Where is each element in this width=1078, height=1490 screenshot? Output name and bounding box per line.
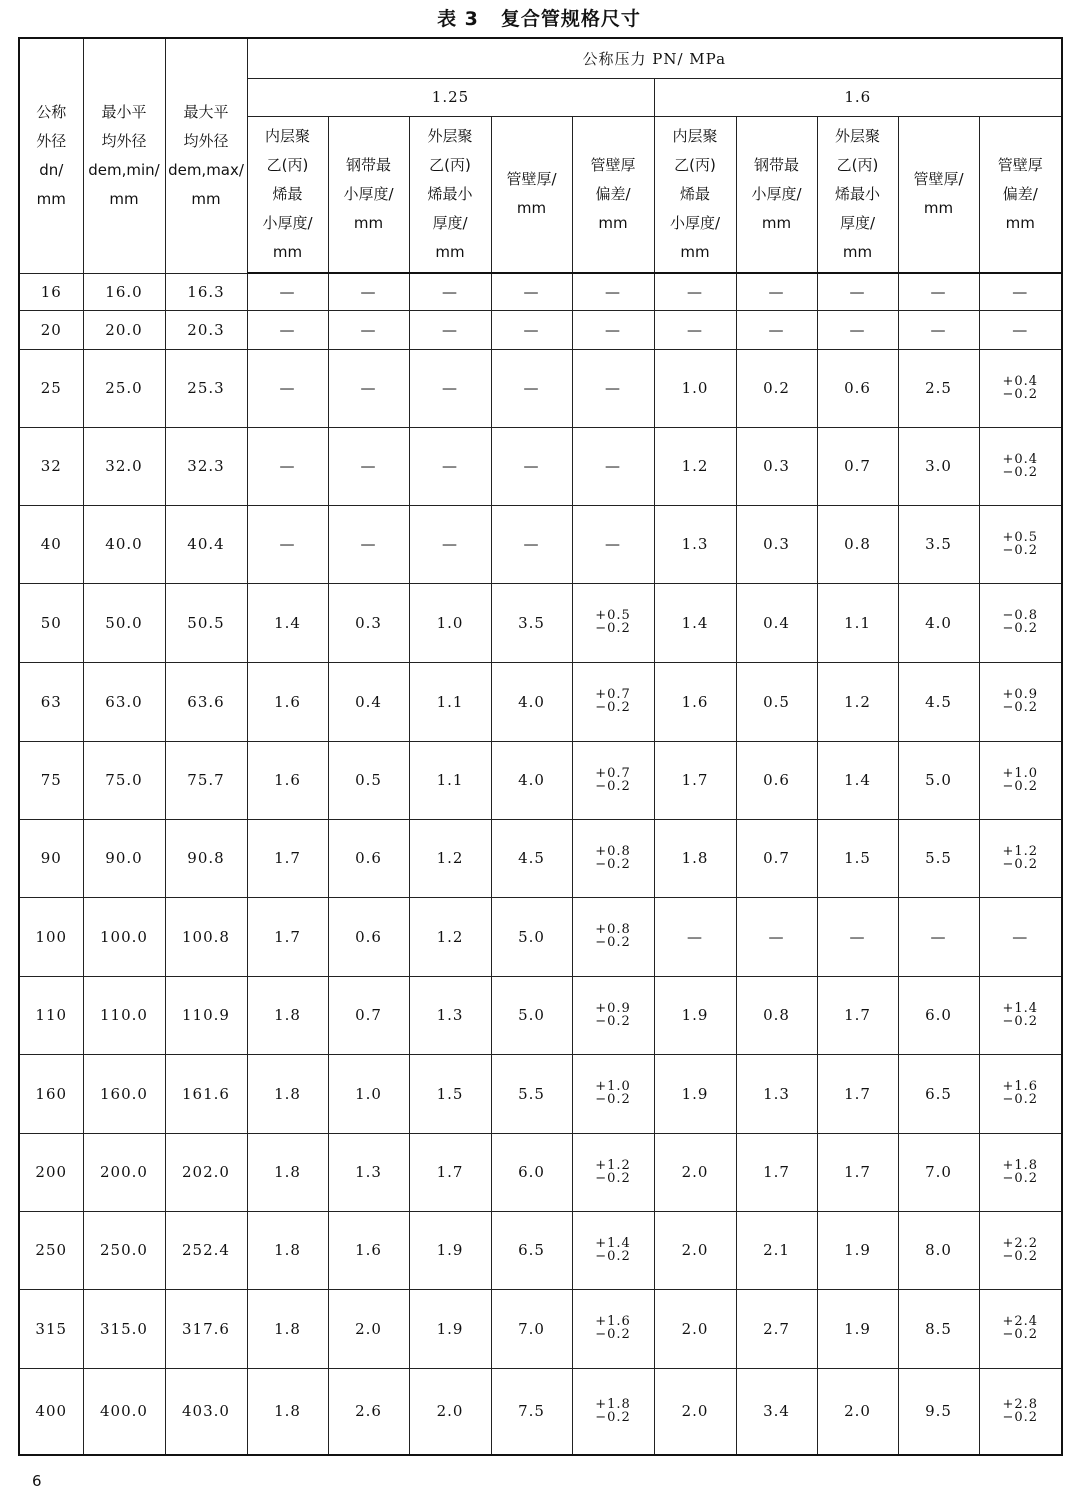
cell-outer-layer-min-thickness-pn16: 1.7 — [817, 1133, 898, 1211]
cell-outer-layer-min-thickness-pn16: 1.9 — [817, 1289, 898, 1368]
tolerance-value: +0.9 −0.2 — [1002, 687, 1039, 715]
cell-dn: 100 — [19, 897, 83, 976]
cell-dn: 40 — [19, 505, 83, 583]
cell-wall-thickness-pn16: — — [898, 897, 979, 976]
cell-dmin: 40.0 — [83, 505, 165, 583]
cell-wall-thickness-pn125: 4.0 — [491, 741, 572, 819]
tolerance-value: +0.7 −0.2 — [595, 765, 631, 794]
cell-wall-thickness-pn125: 4.5 — [491, 819, 572, 897]
cell-outer-layer-min-thickness-pn16: 0.7 — [817, 427, 898, 505]
cell-steel-strip-min-thickness-pn125: 0.3 — [328, 583, 409, 662]
cell-steel-strip-min-thickness-pn16: 0.3 — [736, 427, 817, 505]
cell-inner-layer-min-thickness-pn16: 1.4 — [654, 583, 736, 662]
cell-dmax: 100.8 — [165, 897, 247, 976]
cell-wall-thickness-tolerance-pn16 — [979, 741, 1062, 819]
cell-wall-thickness-pn125: — — [491, 349, 572, 427]
cell-inner-layer-min-thickness-pn125: — — [247, 349, 328, 427]
table-row — [19, 976, 1062, 1054]
tolerance-value: +2.2 −0.2 — [1002, 1235, 1039, 1264]
cell-wall-thickness-tolerance-pn16 — [979, 1211, 1062, 1289]
cell-wall-thickness-tolerance-pn125: — — [572, 427, 654, 505]
cell-dmin: 50.0 — [83, 583, 165, 662]
cell-wall-thickness-tolerance-pn16 — [979, 349, 1062, 427]
header-dn: 公称 外径 dn/ mm — [19, 38, 83, 273]
cell-wall-thickness-tolerance-pn125 — [572, 1211, 654, 1289]
cell-inner-layer-min-thickness-pn16: 1.2 — [654, 427, 736, 505]
cell-steel-strip-min-thickness-pn125: 1.6 — [328, 1211, 409, 1289]
cell-inner-layer-min-thickness-pn16: 1.7 — [654, 741, 736, 819]
tolerance-value: +1.0 −0.2 — [1002, 765, 1039, 794]
cell-wall-thickness-tolerance-pn16: — — [979, 897, 1062, 976]
cell-wall-thickness-tolerance-pn16 — [979, 976, 1062, 1054]
cell-wall-thickness-pn16: — — [898, 273, 979, 310]
cell-wall-thickness-tolerance-pn16 — [979, 662, 1062, 741]
header-outer-layer-min-thickness-pn125: 外层聚 乙(丙) 烯最小 厚度/ mm — [409, 116, 491, 273]
cell-wall-thickness-tolerance-pn125: — — [572, 273, 654, 310]
cell-outer-layer-min-thickness-pn16: — — [817, 273, 898, 310]
cell-wall-thickness-pn16: 8.5 — [898, 1289, 979, 1368]
header-wall-thickness-tolerance-pn16: 管壁厚 偏差/ mm — [979, 116, 1062, 273]
cell-dmax: 25.3 — [165, 349, 247, 427]
cell-outer-layer-min-thickness-pn16: 1.2 — [817, 662, 898, 741]
cell-wall-thickness-tolerance-pn125: — — [572, 349, 654, 427]
cell-wall-thickness-pn125: 5.5 — [491, 1054, 572, 1133]
cell-wall-thickness-tolerance-pn16 — [979, 583, 1062, 662]
cell-wall-thickness-pn16: 3.5 — [898, 505, 979, 583]
cell-wall-thickness-pn16: 9.5 — [898, 1368, 979, 1455]
cell-outer-layer-min-thickness-pn125: — — [409, 273, 491, 310]
header-wall-thickness-pn125: 管壁厚/ mm — [491, 116, 572, 273]
cell-dmax: 252.4 — [165, 1211, 247, 1289]
cell-steel-strip-min-thickness-pn125: 0.6 — [328, 819, 409, 897]
cell-steel-strip-min-thickness-pn125: 0.5 — [328, 741, 409, 819]
cell-steel-strip-min-thickness-pn16: 1.7 — [736, 1133, 817, 1211]
cell-dn: 50 — [19, 583, 83, 662]
table-row — [19, 1289, 1062, 1368]
cell-wall-thickness-tolerance-pn125 — [572, 1133, 654, 1211]
cell-wall-thickness-pn125: — — [491, 505, 572, 583]
cell-inner-layer-min-thickness-pn125: 1.7 — [247, 819, 328, 897]
cell-inner-layer-min-thickness-pn125: 1.8 — [247, 976, 328, 1054]
header-group-1-6: 1.6 — [654, 78, 1062, 116]
cell-dn: 16 — [19, 273, 83, 310]
cell-steel-strip-min-thickness-pn125: 1.0 — [328, 1054, 409, 1133]
cell-dn: 250 — [19, 1211, 83, 1289]
cell-inner-layer-min-thickness-pn125: 1.8 — [247, 1289, 328, 1368]
tolerance-value: +1.6 −0.2 — [1002, 1079, 1039, 1107]
table-number: 表 3 — [437, 8, 479, 30]
cell-inner-layer-min-thickness-pn16: — — [654, 897, 736, 976]
cell-outer-layer-min-thickness-pn125: 1.9 — [409, 1289, 491, 1368]
cell-wall-thickness-pn16: 4.0 — [898, 583, 979, 662]
cell-outer-layer-min-thickness-pn125: 1.9 — [409, 1211, 491, 1289]
cell-wall-thickness-tolerance-pn16: — — [979, 273, 1062, 310]
cell-outer-layer-min-thickness-pn125: 2.0 — [409, 1368, 491, 1455]
cell-inner-layer-min-thickness-pn125: 1.6 — [247, 662, 328, 741]
cell-dmin: 63.0 — [83, 662, 165, 741]
cell-steel-strip-min-thickness-pn125: — — [328, 505, 409, 583]
header-wall-thickness-pn16: 管壁厚/ mm — [898, 116, 979, 273]
cell-dmin: 250.0 — [83, 1211, 165, 1289]
cell-wall-thickness-pn125: 7.0 — [491, 1289, 572, 1368]
cell-inner-layer-min-thickness-pn16: 1.8 — [654, 819, 736, 897]
table-row — [19, 310, 1062, 349]
cell-outer-layer-min-thickness-pn16: 1.9 — [817, 1211, 898, 1289]
cell-dn: 20 — [19, 310, 83, 349]
cell-wall-thickness-pn16: 5.5 — [898, 819, 979, 897]
cell-inner-layer-min-thickness-pn125: 1.6 — [247, 741, 328, 819]
tolerance-value: +1.4 −0.2 — [1002, 1000, 1039, 1029]
table-row — [19, 1211, 1062, 1289]
header-dmax: 最大平 均外径 dem,max/ mm — [165, 38, 247, 273]
cell-steel-strip-min-thickness-pn16: 0.4 — [736, 583, 817, 662]
cell-wall-thickness-tolerance-pn125 — [572, 1054, 654, 1133]
cell-outer-layer-min-thickness-pn16: 1.5 — [817, 819, 898, 897]
cell-steel-strip-min-thickness-pn125: 1.3 — [328, 1133, 409, 1211]
tolerance-value: +1.8 −0.2 — [595, 1396, 631, 1425]
cell-inner-layer-min-thickness-pn16: 1.6 — [654, 662, 736, 741]
tolerance-value: +1.2 −0.2 — [595, 1157, 631, 1186]
tolerance-value: +0.4 −0.2 — [1002, 373, 1039, 402]
cell-dmax: 161.6 — [165, 1054, 247, 1133]
cell-inner-layer-min-thickness-pn125: 1.7 — [247, 897, 328, 976]
table-row — [19, 741, 1062, 819]
cell-inner-layer-min-thickness-pn125: — — [247, 505, 328, 583]
cell-wall-thickness-pn16: — — [898, 310, 979, 349]
cell-wall-thickness-tolerance-pn16 — [979, 1133, 1062, 1211]
cell-outer-layer-min-thickness-pn125: 1.5 — [409, 1054, 491, 1133]
cell-outer-layer-min-thickness-pn125: — — [409, 427, 491, 505]
cell-wall-thickness-pn125: — — [491, 427, 572, 505]
cell-dmax: 403.0 — [165, 1368, 247, 1455]
cell-wall-thickness-tolerance-pn125 — [572, 662, 654, 741]
cell-wall-thickness-tolerance-pn16 — [979, 819, 1062, 897]
table-row — [19, 427, 1062, 505]
cell-dmin: 160.0 — [83, 1054, 165, 1133]
tolerance-value: +2.8 −0.2 — [1002, 1396, 1039, 1425]
cell-dn: 400 — [19, 1368, 83, 1455]
cell-wall-thickness-tolerance-pn125 — [572, 583, 654, 662]
tolerance-value: +2.4 −0.2 — [1002, 1314, 1039, 1342]
cell-inner-layer-min-thickness-pn125: 1.8 — [247, 1133, 328, 1211]
cell-wall-thickness-tolerance-pn16 — [979, 427, 1062, 505]
cell-wall-thickness-pn125: — — [491, 273, 572, 310]
cell-steel-strip-min-thickness-pn125: 2.6 — [328, 1368, 409, 1455]
cell-steel-strip-min-thickness-pn125: 0.4 — [328, 662, 409, 741]
cell-steel-strip-min-thickness-pn125: — — [328, 310, 409, 349]
cell-steel-strip-min-thickness-pn16: 1.3 — [736, 1054, 817, 1133]
cell-wall-thickness-pn125: 3.5 — [491, 583, 572, 662]
tolerance-value: +1.0 −0.2 — [595, 1079, 631, 1107]
cell-dmax: 110.9 — [165, 976, 247, 1054]
cell-dmax: 63.6 — [165, 662, 247, 741]
cell-dmax: 16.3 — [165, 273, 247, 310]
table-row — [19, 349, 1062, 427]
tolerance-value: +0.7 −0.2 — [595, 687, 631, 715]
cell-inner-layer-min-thickness-pn16: 2.0 — [654, 1368, 736, 1455]
cell-inner-layer-min-thickness-pn16: 1.3 — [654, 505, 736, 583]
header-dmin: 最小平 均外径 dem,min/ mm — [83, 38, 165, 273]
cell-dmin: 315.0 — [83, 1289, 165, 1368]
cell-dn: 63 — [19, 662, 83, 741]
tolerance-value: +0.4 −0.2 — [1002, 451, 1039, 480]
cell-inner-layer-min-thickness-pn16: 2.0 — [654, 1211, 736, 1289]
cell-wall-thickness-pn16: 7.0 — [898, 1133, 979, 1211]
cell-outer-layer-min-thickness-pn125: 1.1 — [409, 662, 491, 741]
cell-outer-layer-min-thickness-pn16: 1.1 — [817, 583, 898, 662]
cell-steel-strip-min-thickness-pn16: — — [736, 273, 817, 310]
cell-wall-thickness-tolerance-pn16 — [979, 1289, 1062, 1368]
cell-dmin: 400.0 — [83, 1368, 165, 1455]
cell-steel-strip-min-thickness-pn16: 3.4 — [736, 1368, 817, 1455]
pipe-spec-table — [18, 37, 1063, 1456]
cell-wall-thickness-pn16: 6.0 — [898, 976, 979, 1054]
cell-wall-thickness-pn16: 8.0 — [898, 1211, 979, 1289]
cell-dmax: 50.5 — [165, 583, 247, 662]
cell-wall-thickness-tolerance-pn16 — [979, 505, 1062, 583]
cell-dn: 90 — [19, 819, 83, 897]
cell-inner-layer-min-thickness-pn125: 1.4 — [247, 583, 328, 662]
cell-outer-layer-min-thickness-pn125: 1.2 — [409, 819, 491, 897]
cell-steel-strip-min-thickness-pn125: — — [328, 273, 409, 310]
cell-outer-layer-min-thickness-pn16: 1.7 — [817, 1054, 898, 1133]
table-row — [19, 662, 1062, 741]
cell-dmin: 90.0 — [83, 819, 165, 897]
cell-dn: 75 — [19, 741, 83, 819]
cell-wall-thickness-tolerance-pn125 — [572, 819, 654, 897]
cell-outer-layer-min-thickness-pn16: — — [817, 310, 898, 349]
cell-wall-thickness-tolerance-pn125: — — [572, 310, 654, 349]
cell-steel-strip-min-thickness-pn125: 0.7 — [328, 976, 409, 1054]
cell-outer-layer-min-thickness-pn125: 1.0 — [409, 583, 491, 662]
cell-wall-thickness-pn125: 5.0 — [491, 976, 572, 1054]
table-row — [19, 1133, 1062, 1211]
cell-dmax: 20.3 — [165, 310, 247, 349]
cell-steel-strip-min-thickness-pn125: 2.0 — [328, 1289, 409, 1368]
header-group-1-25: 1.25 — [247, 78, 654, 116]
cell-inner-layer-min-thickness-pn16: — — [654, 273, 736, 310]
tolerance-value: +0.8 −0.2 — [595, 922, 631, 950]
cell-dmin: 25.0 — [83, 349, 165, 427]
tolerance-value: +1.8 −0.2 — [1002, 1157, 1039, 1186]
cell-outer-layer-min-thickness-pn16: 0.6 — [817, 349, 898, 427]
header-inner-layer-min-thickness-pn16: 内层聚 乙(丙) 烯最 小厚度/ mm — [654, 116, 736, 273]
table-row — [19, 1368, 1062, 1455]
cell-wall-thickness-pn125: 7.5 — [491, 1368, 572, 1455]
cell-wall-thickness-tolerance-pn125 — [572, 1368, 654, 1455]
cell-inner-layer-min-thickness-pn125: 1.8 — [247, 1211, 328, 1289]
cell-dmin: 200.0 — [83, 1133, 165, 1211]
cell-wall-thickness-pn125: 4.0 — [491, 662, 572, 741]
cell-wall-thickness-pn16: 2.5 — [898, 349, 979, 427]
cell-dmin: 100.0 — [83, 897, 165, 976]
cell-wall-thickness-pn125: 6.5 — [491, 1211, 572, 1289]
header-inner-layer-min-thickness-pn125: 内层聚 乙(丙) 烯最 小厚度/ mm — [247, 116, 328, 273]
cell-inner-layer-min-thickness-pn16: 1.9 — [654, 976, 736, 1054]
cell-outer-layer-min-thickness-pn125: 1.1 — [409, 741, 491, 819]
cell-dmin: 20.0 — [83, 310, 165, 349]
cell-steel-strip-min-thickness-pn16: 0.6 — [736, 741, 817, 819]
page-number: 6 — [32, 1472, 42, 1490]
header-pressure: 公称压力 PN/ MPa — [247, 38, 1062, 78]
cell-outer-layer-min-thickness-pn16: — — [817, 897, 898, 976]
cell-outer-layer-min-thickness-pn125: 1.7 — [409, 1133, 491, 1211]
header-steel-strip-min-thickness-pn125: 钢带最 小厚度/ mm — [328, 116, 409, 273]
cell-steel-strip-min-thickness-pn16: 0.8 — [736, 976, 817, 1054]
header-outer-layer-min-thickness-pn16: 外层聚 乙(丙) 烯最小 厚度/ mm — [817, 116, 898, 273]
table-row — [19, 1054, 1062, 1133]
cell-outer-layer-min-thickness-pn125: 1.3 — [409, 976, 491, 1054]
table-row — [19, 819, 1062, 897]
cell-dn: 25 — [19, 349, 83, 427]
cell-wall-thickness-tolerance-pn16 — [979, 1054, 1062, 1133]
cell-steel-strip-min-thickness-pn125: — — [328, 427, 409, 505]
cell-dmax: 40.4 — [165, 505, 247, 583]
tolerance-value: +0.9 −0.2 — [595, 1000, 631, 1029]
cell-inner-layer-min-thickness-pn125: — — [247, 310, 328, 349]
table-row — [19, 897, 1062, 976]
cell-wall-thickness-pn125: 6.0 — [491, 1133, 572, 1211]
cell-wall-thickness-pn16: 5.0 — [898, 741, 979, 819]
table-title — [0, 4, 1078, 31]
cell-inner-layer-min-thickness-pn125: — — [247, 273, 328, 310]
cell-dmin: 16.0 — [83, 273, 165, 310]
cell-steel-strip-min-thickness-pn16: 0.7 — [736, 819, 817, 897]
table-row — [19, 273, 1062, 310]
cell-inner-layer-min-thickness-pn125: 1.8 — [247, 1054, 328, 1133]
cell-dn: 200 — [19, 1133, 83, 1211]
cell-dn: 160 — [19, 1054, 83, 1133]
cell-dmin: 75.0 — [83, 741, 165, 819]
cell-outer-layer-min-thickness-pn125: — — [409, 349, 491, 427]
cell-outer-layer-min-thickness-pn16: 1.4 — [817, 741, 898, 819]
cell-outer-layer-min-thickness-pn125: 1.2 — [409, 897, 491, 976]
cell-steel-strip-min-thickness-pn16: 2.1 — [736, 1211, 817, 1289]
cell-outer-layer-min-thickness-pn16: 1.7 — [817, 976, 898, 1054]
table-row — [19, 583, 1062, 662]
tolerance-value: +0.5 −0.2 — [1002, 529, 1039, 558]
tolerance-value: +1.4 −0.2 — [595, 1235, 631, 1264]
cell-steel-strip-min-thickness-pn16: — — [736, 310, 817, 349]
tolerance-value: +1.6 −0.2 — [595, 1314, 631, 1342]
cell-outer-layer-min-thickness-pn16: 0.8 — [817, 505, 898, 583]
table-row — [19, 505, 1062, 583]
cell-steel-strip-min-thickness-pn16: 2.7 — [736, 1289, 817, 1368]
cell-wall-thickness-tolerance-pn125 — [572, 897, 654, 976]
cell-inner-layer-min-thickness-pn16: 2.0 — [654, 1133, 736, 1211]
cell-dmax: 90.8 — [165, 819, 247, 897]
cell-wall-thickness-pn16: 4.5 — [898, 662, 979, 741]
cell-wall-thickness-pn16: 3.0 — [898, 427, 979, 505]
cell-dmax: 75.7 — [165, 741, 247, 819]
cell-outer-layer-min-thickness-pn125: — — [409, 310, 491, 349]
cell-dmin: 110.0 — [83, 976, 165, 1054]
cell-dmax: 317.6 — [165, 1289, 247, 1368]
cell-inner-layer-min-thickness-pn125: — — [247, 427, 328, 505]
cell-dmax: 202.0 — [165, 1133, 247, 1211]
tolerance-value: +0.8 −0.2 — [595, 843, 631, 872]
cell-steel-strip-min-thickness-pn16: — — [736, 897, 817, 976]
cell-wall-thickness-tolerance-pn125 — [572, 976, 654, 1054]
tolerance-value: −0.8 −0.2 — [1002, 608, 1039, 636]
cell-outer-layer-min-thickness-pn125: — — [409, 505, 491, 583]
cell-outer-layer-min-thickness-pn16: 2.0 — [817, 1368, 898, 1455]
header-wall-thickness-tolerance-pn125: 管壁厚 偏差/ mm — [572, 116, 654, 273]
cell-wall-thickness-tolerance-pn16: — — [979, 310, 1062, 349]
cell-dn: 110 — [19, 976, 83, 1054]
cell-steel-strip-min-thickness-pn125: — — [328, 349, 409, 427]
cell-wall-thickness-tolerance-pn125 — [572, 741, 654, 819]
cell-inner-layer-min-thickness-pn16: 1.0 — [654, 349, 736, 427]
cell-steel-strip-min-thickness-pn125: 0.6 — [328, 897, 409, 976]
cell-wall-thickness-pn125: — — [491, 310, 572, 349]
cell-wall-thickness-tolerance-pn125 — [572, 1289, 654, 1368]
cell-dn: 32 — [19, 427, 83, 505]
cell-wall-thickness-pn16: 6.5 — [898, 1054, 979, 1133]
cell-dmin: 32.0 — [83, 427, 165, 505]
cell-wall-thickness-tolerance-pn16 — [979, 1368, 1062, 1455]
cell-wall-thickness-tolerance-pn125: — — [572, 505, 654, 583]
cell-inner-layer-min-thickness-pn16: — — [654, 310, 736, 349]
cell-steel-strip-min-thickness-pn16: 0.2 — [736, 349, 817, 427]
tolerance-value: +0.5 −0.2 — [595, 608, 631, 636]
cell-steel-strip-min-thickness-pn16: 0.5 — [736, 662, 817, 741]
cell-inner-layer-min-thickness-pn16: 1.9 — [654, 1054, 736, 1133]
cell-inner-layer-min-thickness-pn125: 1.8 — [247, 1368, 328, 1455]
cell-dn: 315 — [19, 1289, 83, 1368]
table-caption: 复合管规格尺寸 — [500, 8, 641, 30]
cell-steel-strip-min-thickness-pn16: 0.3 — [736, 505, 817, 583]
header-steel-strip-min-thickness-pn16: 钢带最 小厚度/ mm — [736, 116, 817, 273]
tolerance-value: +1.2 −0.2 — [1002, 843, 1039, 872]
cell-inner-layer-min-thickness-pn16: 2.0 — [654, 1289, 736, 1368]
cell-wall-thickness-pn125: 5.0 — [491, 897, 572, 976]
cell-dmax: 32.3 — [165, 427, 247, 505]
